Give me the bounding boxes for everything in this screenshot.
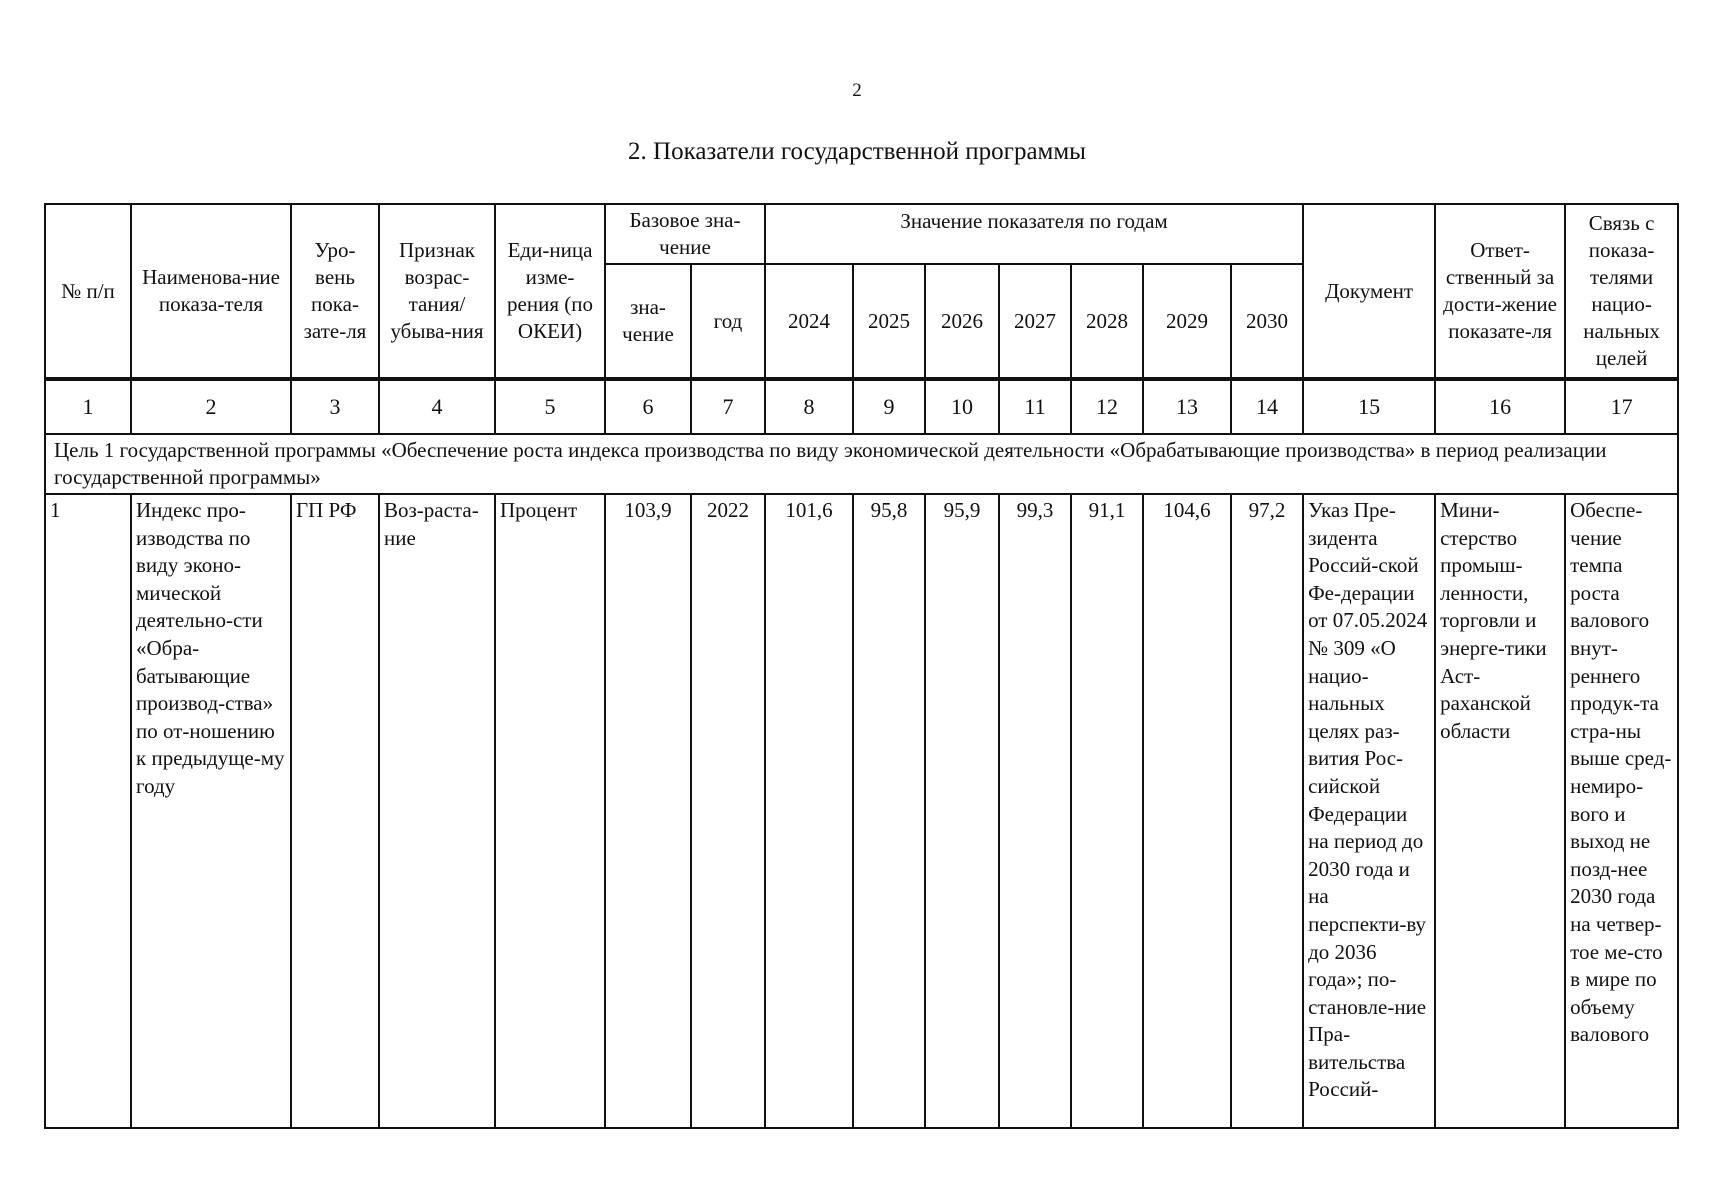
table-row [45, 494, 1678, 1128]
column-number: 1 [45, 379, 131, 434]
column-number-row [45, 379, 1678, 434]
column-number: 16 [1435, 379, 1565, 434]
header-responsible: Ответ-ственный за дости-жение показате-ля [1435, 204, 1565, 379]
indicators-table [44, 203, 1679, 1129]
row-name: Индекс про-изводства по виду эконо-мической деятельно-сти «Обра-батывающие производ-ства» по от-ношению к предыдуще-му году [131, 494, 291, 1128]
header-year: 2027 [999, 264, 1071, 379]
goal-row [45, 434, 1678, 494]
column-number: 14 [1231, 379, 1303, 434]
column-number: 4 [379, 379, 495, 434]
page-number: 2 [852, 80, 862, 101]
row-value-2026: 95,9 [925, 494, 999, 1128]
header-base-group: Базовое зна-чение [605, 204, 765, 264]
row-responsible: Мини-стерство промыш-ленности, торговли и энерге-тики Аст-раханской области [1435, 494, 1565, 1128]
header-sign: Признак возрас-тания/ убыва-ния [379, 204, 495, 379]
row-level: ГП РФ [291, 494, 379, 1128]
header-level: Уро-вень пока-зате-ля [291, 204, 379, 379]
row-document: Указ Пре-зидента Россий-ской Фе-дерации от 07.05.2024 № 309 «О нацио-нальных целях раз-вития Рос-сийской Федерации на период до 2030 года и на перспекти-ву до 2036 года»; по-становле-ние Пра-вительства Россий- [1303, 494, 1435, 1128]
column-number: 8 [765, 379, 853, 434]
header-year: 2026 [925, 264, 999, 379]
header-base-value: зна-чение [605, 264, 691, 379]
header-year: 2025 [853, 264, 925, 379]
row-link: Обеспе-чение темпа роста валового внут-реннего продук-та стра-ны выше сред-немиро-вого и выход не позд-нее 2030 года на четвер-тое ме-сто в мире по объему валового [1565, 494, 1678, 1128]
row-value-2027: 99,3 [999, 494, 1071, 1128]
column-number: 3 [291, 379, 379, 434]
row-value-2030: 97,2 [1231, 494, 1303, 1128]
header-base-year: год [691, 264, 765, 379]
header-document: Документ [1303, 204, 1435, 379]
row-unit: Процент [495, 494, 605, 1128]
header-unit: Еди-ница изме-рения (по ОКЕИ) [495, 204, 605, 379]
column-number: 17 [1565, 379, 1678, 434]
column-number: 5 [495, 379, 605, 434]
header-num: № п/п [45, 204, 131, 379]
column-number: 2 [131, 379, 291, 434]
column-number: 10 [925, 379, 999, 434]
row-base-year: 2022 [691, 494, 765, 1128]
column-number: 13 [1143, 379, 1231, 434]
row-num: 1 [45, 494, 131, 1128]
row-value-2025: 95,8 [853, 494, 925, 1128]
column-number: 9 [853, 379, 925, 434]
header-name: Наименова-ние показа-теля [131, 204, 291, 379]
row-sign: Воз-раста-ние [379, 494, 495, 1128]
column-number: 6 [605, 379, 691, 434]
section-title: 2. Показатели государственной программы [628, 138, 1086, 165]
row-base-value: 103,9 [605, 494, 691, 1128]
header-year: 2024 [765, 264, 853, 379]
header-year: 2030 [1231, 264, 1303, 379]
row-value-2029: 104,6 [1143, 494, 1231, 1128]
header-link: Связь с показа-телями нацио-нальных целей [1565, 204, 1678, 379]
header-year: 2029 [1143, 264, 1231, 379]
column-number: 15 [1303, 379, 1435, 434]
header-years-group: Значение показателя по годам [765, 204, 1303, 264]
goal-text: Цель 1 государственной программы «Обеспечение роста индекса производства по виду экономической деятельности «Обрабатывающие производства» в период реализации государственной программы» [45, 434, 1678, 494]
column-number: 7 [691, 379, 765, 434]
header-row-top [45, 204, 1678, 264]
column-number: 12 [1071, 379, 1143, 434]
row-value-2028: 91,1 [1071, 494, 1143, 1128]
header-year: 2028 [1071, 264, 1143, 379]
column-number: 11 [999, 379, 1071, 434]
row-value-2024: 101,6 [765, 494, 853, 1128]
